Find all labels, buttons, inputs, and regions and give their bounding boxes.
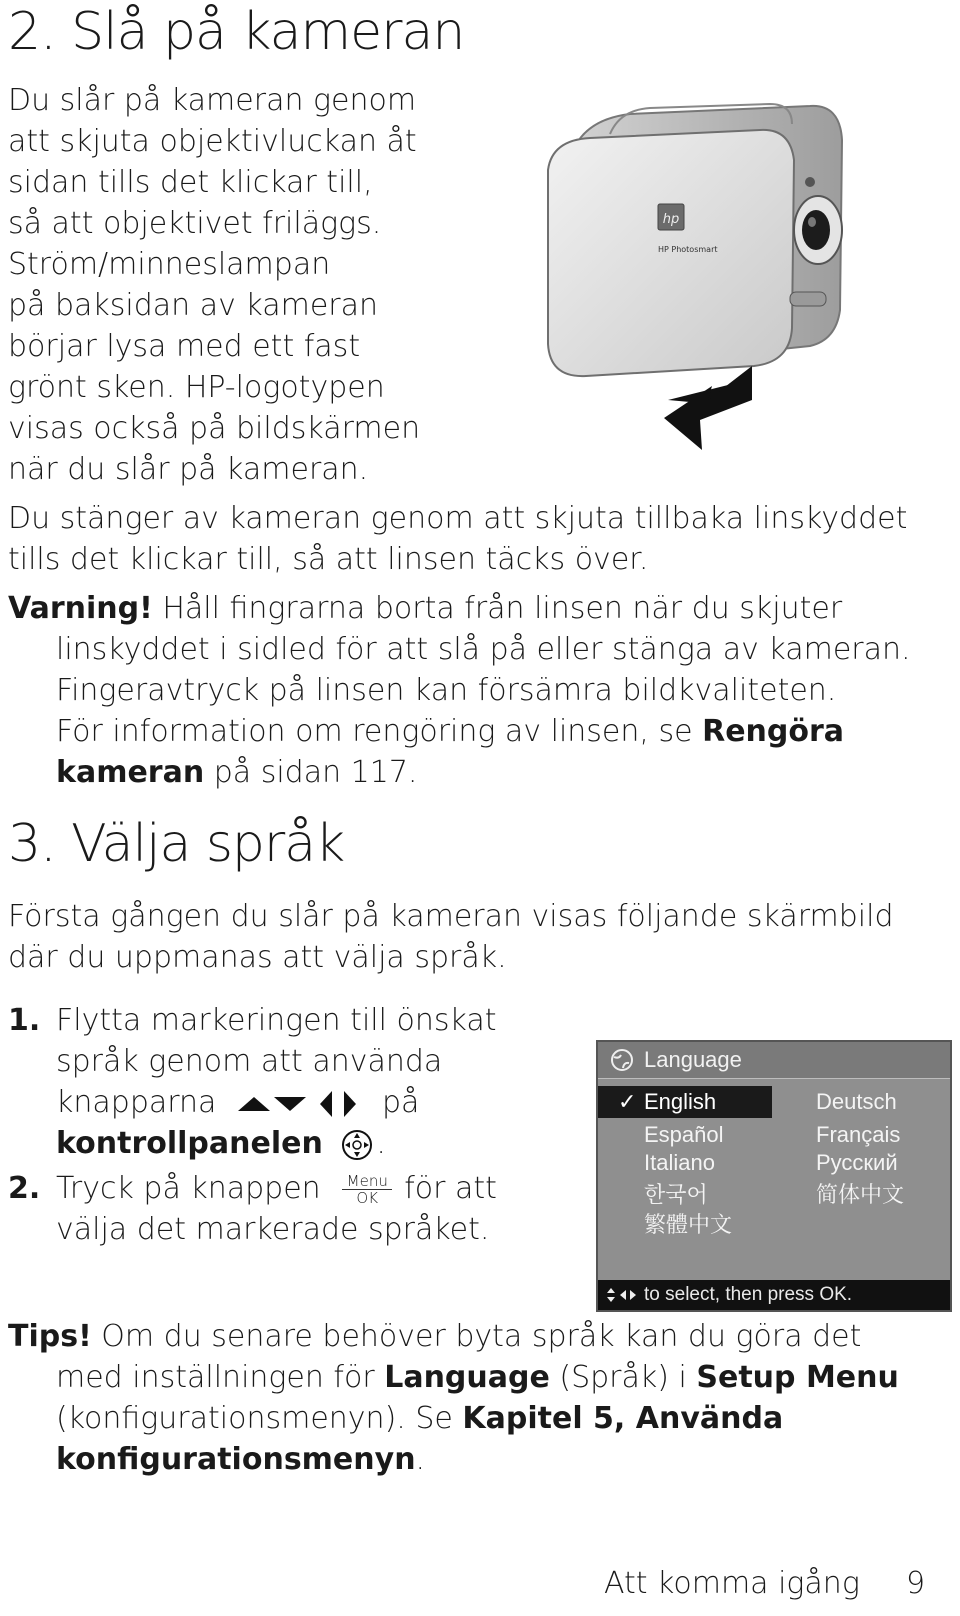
language-screen-title: Language xyxy=(644,1047,742,1072)
step-number: 2. xyxy=(8,1171,41,1206)
language-option-traditional-chinese[interactable]: 繁體中文 xyxy=(644,1212,733,1237)
globe-icon xyxy=(610,1048,634,1072)
tip-text: (Språk) i xyxy=(549,1360,697,1395)
text-line: där du uppmanas att välja språk. xyxy=(8,940,507,975)
text-line: att skjuta objektivluckan åt xyxy=(8,124,417,159)
camera-brand-text: HP Photosmart xyxy=(658,245,718,254)
step-text: knapparna xyxy=(56,1085,217,1120)
setup-menu-label: Setup Menu xyxy=(696,1360,899,1395)
footer-page-number: 9 xyxy=(906,1566,926,1601)
clean-camera-link[interactable]: Rengöra xyxy=(702,714,845,749)
text-line: grönt sken. HP-logotypen xyxy=(8,370,385,405)
tip-text: Om du senare behöver byta språk kan du göra det xyxy=(91,1319,862,1354)
tip-block xyxy=(8,1316,899,1480)
step-number: 1. xyxy=(8,1003,41,1038)
language-option-deutsch[interactable]: Deutsch xyxy=(816,1089,897,1114)
warning-line: på sidan 117. xyxy=(204,755,418,790)
step-text: på xyxy=(382,1085,420,1120)
step-text: för att xyxy=(404,1171,497,1206)
language-label: English xyxy=(644,1089,717,1114)
menu-label: Menu xyxy=(342,1173,392,1190)
warning-block xyxy=(8,588,911,793)
section-3-heading: 3. Välja språk xyxy=(8,814,345,874)
language-option-russian[interactable]: Русский xyxy=(816,1150,898,1175)
step-text: välja det markerade språket. xyxy=(56,1212,490,1247)
text-line: tills det klickar till, så att linsen täcks över. xyxy=(8,542,649,577)
tip-text: med inställningen för xyxy=(56,1360,385,1395)
power-off-paragraph xyxy=(8,498,907,580)
text-line: visas också på bildskärmen xyxy=(8,411,421,446)
step-text: Flytta markeringen till önskat xyxy=(56,1003,497,1038)
language-option-korean[interactable]: 한국어 xyxy=(644,1182,708,1207)
language-option-italiano[interactable]: Italiano xyxy=(644,1150,715,1175)
footer-chapter-title: Att komma igång xyxy=(604,1566,860,1601)
tip-label: Tips! xyxy=(8,1319,92,1354)
warning-label: Varning! xyxy=(8,591,153,626)
menu-ok-button-icon xyxy=(342,1173,392,1206)
language-setting-label: Language xyxy=(384,1360,550,1395)
text-line: på baksidan av kameran xyxy=(8,288,379,323)
step-2 xyxy=(8,1168,588,1250)
text-line: Första gången du slår på kameran visas följande skärmbild xyxy=(8,899,894,934)
warning-line: För information om rengöring av linsen, se xyxy=(56,714,703,749)
warning-line: linskyddet i sidled för att slå på eller stänga av kameran. xyxy=(56,632,911,667)
language-option-english[interactable] xyxy=(598,1086,772,1118)
language-option-simplified-chinese[interactable]: 简体中文 xyxy=(816,1182,905,1207)
text-line: Du stänger av kameran genom att skjuta tillbaka linskyddet xyxy=(8,501,908,536)
text-line: när du slår på kameran. xyxy=(8,452,369,487)
text-line: sidan tills det klickar till, xyxy=(8,165,373,200)
language-option-francais[interactable]: Français xyxy=(816,1122,901,1147)
power-on-paragraph xyxy=(8,80,528,490)
step-text: språk genom att använda xyxy=(56,1044,443,1079)
step-1 xyxy=(8,1000,588,1164)
language-option-espanol[interactable]: Español xyxy=(644,1122,724,1147)
check-icon: ✓ xyxy=(618,1089,637,1114)
svg-text:hp: hp xyxy=(662,212,680,227)
language-screen-hint: to select, then press OK. xyxy=(644,1284,853,1305)
camera-illustration xyxy=(540,100,940,470)
language-screen-footer xyxy=(598,1280,950,1310)
navigation-arrows-icon xyxy=(606,1287,640,1303)
language-screen-header xyxy=(598,1042,950,1079)
warning-text: Håll fingrarna borta från linsen när du skjuter xyxy=(152,591,843,626)
language-intro xyxy=(8,896,893,978)
control-panel-label: kontrollpanelen xyxy=(56,1126,323,1161)
language-screen xyxy=(596,1040,952,1312)
ok-label: OK xyxy=(356,1189,379,1207)
text-line: Ström/minneslampan xyxy=(8,247,331,282)
step-text: Tryck på knappen xyxy=(56,1171,321,1206)
chapter-5-link-cont[interactable]: konfigurationsmenyn xyxy=(56,1442,416,1477)
chapter-5-link[interactable]: Kapitel 5, Använda xyxy=(462,1401,784,1436)
tip-text: . xyxy=(415,1442,426,1477)
text-line: så att objektivet friläggs. xyxy=(8,206,382,241)
tip-text: (konfigurationsmenyn). Se xyxy=(56,1401,463,1436)
section-2-heading: 2. Slå på kameran xyxy=(8,2,465,62)
control-panel-icon xyxy=(340,1128,374,1162)
warning-line: Fingeravtryck på linsen kan försämra bildkvaliteten. xyxy=(56,673,837,708)
arrow-buttons-icon xyxy=(234,1089,374,1119)
text-line: börjar lysa med ett fast xyxy=(8,329,361,364)
step-text: . xyxy=(376,1126,386,1161)
text-line: Du slår på kameran genom xyxy=(8,83,417,118)
clean-camera-link-cont[interactable]: kameran xyxy=(56,755,205,790)
